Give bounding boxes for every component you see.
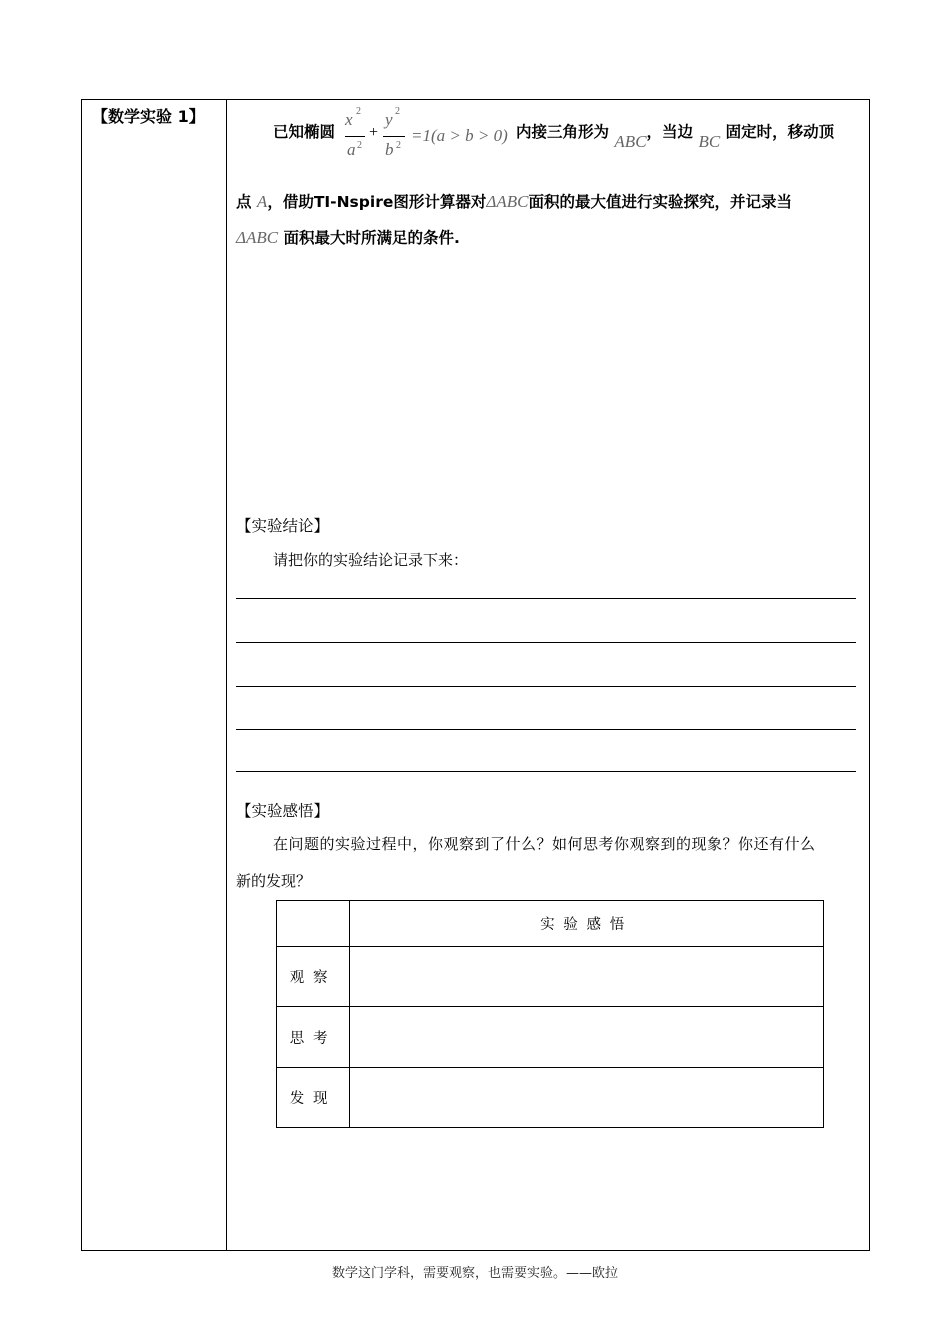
y-exponent: 2	[395, 106, 400, 117]
side-name: BC	[698, 132, 721, 151]
think-answer-cell[interactable]	[350, 1007, 824, 1067]
content-column	[227, 100, 869, 1250]
triangle-symbol: ΔABC	[236, 228, 279, 247]
page-footer-quote: 数学这门学科，需要观察，也需要实验。——欧拉	[331, 1266, 618, 1281]
conclusion-heading: 【实验结论】	[236, 517, 330, 535]
writing-line[interactable]	[236, 771, 856, 772]
problem-text: 面积最大时所满足的条件.	[283, 229, 460, 247]
reflection-question-line-1: 在问题的实验过程中，你观察到了什么？如何思考你观察到的现象？你还有什么	[273, 835, 816, 853]
writing-line[interactable]	[236, 729, 856, 730]
y-denominator: b	[385, 140, 394, 159]
problem-text: 固定时，移动顶	[725, 123, 835, 141]
problem-line-3	[236, 226, 460, 248]
table-row	[277, 1007, 824, 1067]
reflection-table	[276, 900, 824, 1128]
table-corner-cell	[277, 901, 350, 947]
observe-answer-cell[interactable]	[350, 947, 824, 1007]
y-numerator: y	[385, 110, 393, 129]
x-denominator: a	[347, 140, 356, 159]
problem-line-2	[236, 190, 792, 212]
experiment-sheet	[81, 99, 870, 1251]
triangle-name: ABC	[614, 132, 647, 151]
problem-text: ，当边	[646, 123, 694, 141]
row-label-observe: 观察	[277, 947, 350, 1007]
ellipse-equation	[345, 106, 515, 166]
x-exponent: 2	[356, 106, 361, 117]
b-exponent: 2	[396, 140, 401, 151]
table-row	[277, 947, 824, 1007]
problem-line-1	[273, 120, 335, 142]
reflection-question-line-2: 新的发现？	[236, 872, 312, 890]
x-numerator: x	[345, 110, 353, 129]
a-exponent: 2	[357, 140, 362, 151]
table-header-row	[277, 901, 824, 947]
writing-line[interactable]	[236, 686, 856, 687]
problem-text: ，借助TI-Nspire图形计算器对	[267, 193, 487, 211]
problem-text: 点	[236, 193, 252, 211]
problem-text: 已知椭圆	[273, 123, 336, 141]
table-row	[277, 1067, 824, 1127]
reflection-heading: 【实验感悟】	[236, 802, 330, 820]
point-name: A	[256, 192, 268, 211]
writing-line[interactable]	[236, 642, 856, 643]
problem-text: 面积的最大值进行实验探究，并记录当	[528, 193, 792, 211]
row-label-think: 思考	[277, 1007, 350, 1067]
ellipse-rhs: =1(a > b > 0)	[411, 126, 508, 145]
plus-sign: +	[369, 124, 379, 141]
problem-line-1b	[516, 120, 835, 151]
triangle-symbol: ΔABC	[486, 192, 529, 211]
writing-line[interactable]	[236, 598, 856, 599]
table-header-cell: 实验感悟	[350, 901, 824, 947]
label-column	[82, 100, 227, 1250]
discover-answer-cell[interactable]	[350, 1067, 824, 1127]
problem-text: 内接三角形为	[516, 123, 610, 141]
experiment-title: 【数学实验 1】	[92, 107, 205, 126]
conclusion-prompt: 请把你的实验结论记录下来：	[273, 551, 469, 569]
row-label-discover: 发现	[277, 1067, 350, 1127]
